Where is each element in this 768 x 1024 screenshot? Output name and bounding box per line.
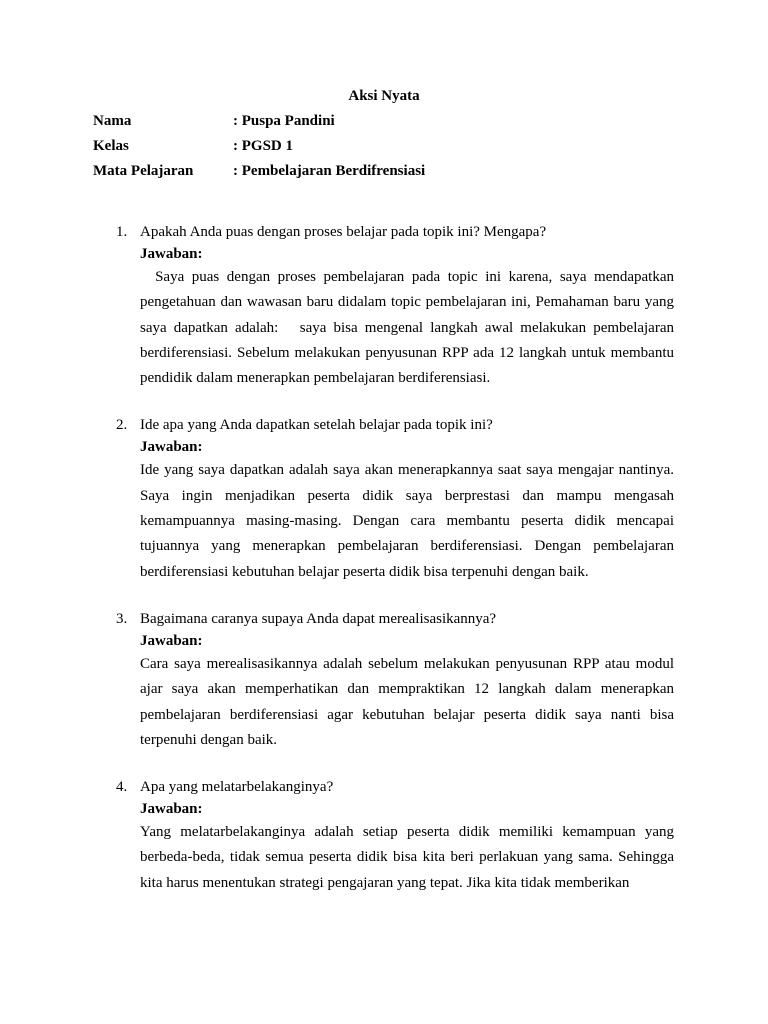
answer-text: Yang melatarbelakanginya adalah setiap peserta didik memiliki kemampuan yang berbeda-beda, tidak semua peserta didik bisa kita beri perlakuan yang sama. Sehingga kita harus menentukan strategi pengajaran yang tepat. Jika kita tidak memberikan: [140, 824, 674, 891]
question-text: Apa yang melatarbelakanginya?: [140, 779, 334, 796]
info-row-class: [93, 136, 693, 161]
answer-label: Jawaban:: [140, 801, 203, 818]
question-number: 4.: [116, 779, 128, 796]
info-value: : Puspa Pandini: [233, 113, 335, 129]
question-number: 2.: [116, 417, 128, 434]
info-label: Kelas: [93, 138, 129, 154]
question-list: [116, 221, 674, 919]
question-number: 1.: [116, 224, 128, 240]
info-label: Nama: [93, 113, 132, 129]
info-label: Mata Pelajaran: [93, 163, 194, 179]
answer-label: Jawaban:: [140, 246, 203, 262]
answer-label: Jawaban:: [140, 632, 203, 649]
question-text: Bagaimana caranya supaya Anda dapat merealisasikannya?: [140, 610, 497, 627]
question-item: [116, 776, 674, 896]
answer-label: Jawaban:: [140, 439, 203, 456]
info-row-subject: [93, 161, 693, 186]
question-item: [116, 608, 674, 753]
question-item: [116, 414, 674, 584]
answer-text: Saya puas dengan proses pembelajaran pada topic ini karena, saya mendapatkan pengetahuan dan wawasan baru didalam topic pembelajaran ini, Pemahaman baru yang saya dapatkan adalah: saya bisa mengenal langkah awal melakukan pembelajaran berdiferensiasi. Sebelum melakukan penyusunan RPP ada 12 langkah untuk membantu pendidik dalam menerapkan pembelajaran berdiferensiasi.: [140, 269, 674, 387]
question-text: Ide apa yang Anda dapatkan setelah belajar pada topik ini?: [140, 417, 493, 434]
answer-text: Cara saya merealisasikannya adalah sebelum melakukan penyusunan RPP atau modul ajar saya akan memperhatikan dan mempraktikan 12 langkah dalam menerapkan pembelajaran berdiferensiasi agar kebutuhan belajar peserta didik saya nanti bisa terpenuhi dengan baik.: [140, 655, 674, 748]
question-item: [116, 221, 674, 391]
info-row-name: [93, 111, 693, 136]
document-title: Aksi Nyata: [348, 88, 420, 104]
info-value: : PGSD 1: [233, 138, 293, 154]
student-info: [93, 111, 693, 186]
info-value: : Pembelajaran Berdifrensiasi: [233, 163, 426, 179]
answer-text: Ide yang saya dapatkan adalah saya akan menerapkannya saat saya mengajar nantinya. Saya ingin menjadikan peserta didik saya berprestasi dan mampu mengasah kemampuannya masing-masing. Dengan cara membantu peserta didik mencapai tujuannya yang menerapkan pembelajaran berdiferensiasi. Dengan pembelajaran berdiferensiasi kebutuhan belajar peserta didik bisa terpenuhi dengan baik.: [140, 462, 674, 580]
question-text: Apakah Anda puas dengan proses belajar pada topik ini? Mengapa?: [140, 224, 547, 240]
question-number: 3.: [116, 610, 128, 627]
